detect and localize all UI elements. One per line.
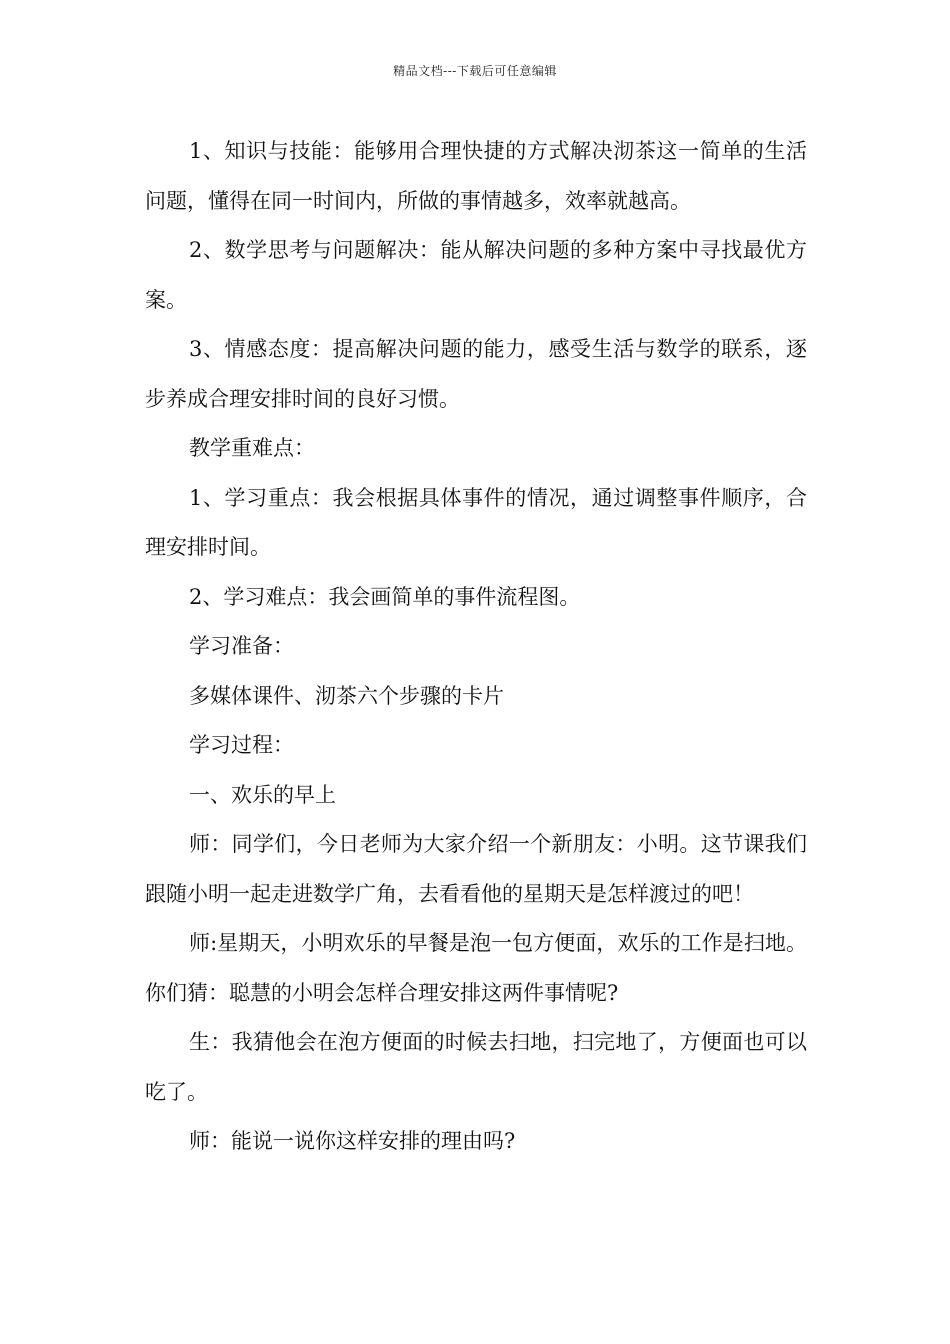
paragraph-student-answer: 生：我猜他会在泡方便面的时候去扫地，扫完地了，方便面也可以吃了。 [145, 1030, 807, 1104]
heading-section-one: 一、欢乐的早上 [189, 782, 336, 807]
heading-key-difficult-points: 教学重难点： [189, 436, 315, 460]
heading-preparation: 学习准备： [189, 634, 294, 658]
paragraph-objective-math-thinking: 2、数学思考与问题解决：能从解决问题的多种方案中寻找最优方案。 [145, 238, 807, 312]
paragraph-objective-attitude: 3、情感态度：提高解决问题的能力，感受生活与数学的联系，逐步养成合理安排时间的良好习惯。 [145, 337, 807, 411]
document-body [145, 127, 807, 1167]
heading-learning-process: 学习过程： [189, 733, 294, 757]
paragraph-teacher-question: 师:星期天，小明欢乐的早餐是泡一包方便面，欢乐的工作是扫地。你们猜：聪慧的小明会怎样合理安排这两件事情呢? [145, 931, 807, 1005]
page-header: 精品文档---下载后可任意编辑 [393, 64, 557, 78]
paragraph-teacher-intro: 师：同学们，今日老师为大家介绍一个新朋友：小明。这节课我们跟随小明一起走进数学广角，去看看他的星期天是怎样渡过的吧！ [145, 832, 807, 906]
paragraph-key-point: 1、学习重点：我会根据具体事件的情况，通过调整事件顺序，合理安排时间。 [145, 485, 807, 559]
paragraph-teacher-followup: 师：能说一说你这样安排的理由吗? [189, 1129, 516, 1153]
paragraph-objective-knowledge: 1、知识与技能：能够用合理快捷的方式解决沏茶这一简单的生活问题，懂得在同一时间内，所做的事情越多，效率就越高。 [145, 139, 807, 213]
paragraph-preparation-materials: 多媒体课件、沏茶六个步骤的卡片 [189, 683, 504, 708]
paragraph-difficult-point: 2、学习难点：我会画简单的事件流程图。 [189, 584, 581, 609]
